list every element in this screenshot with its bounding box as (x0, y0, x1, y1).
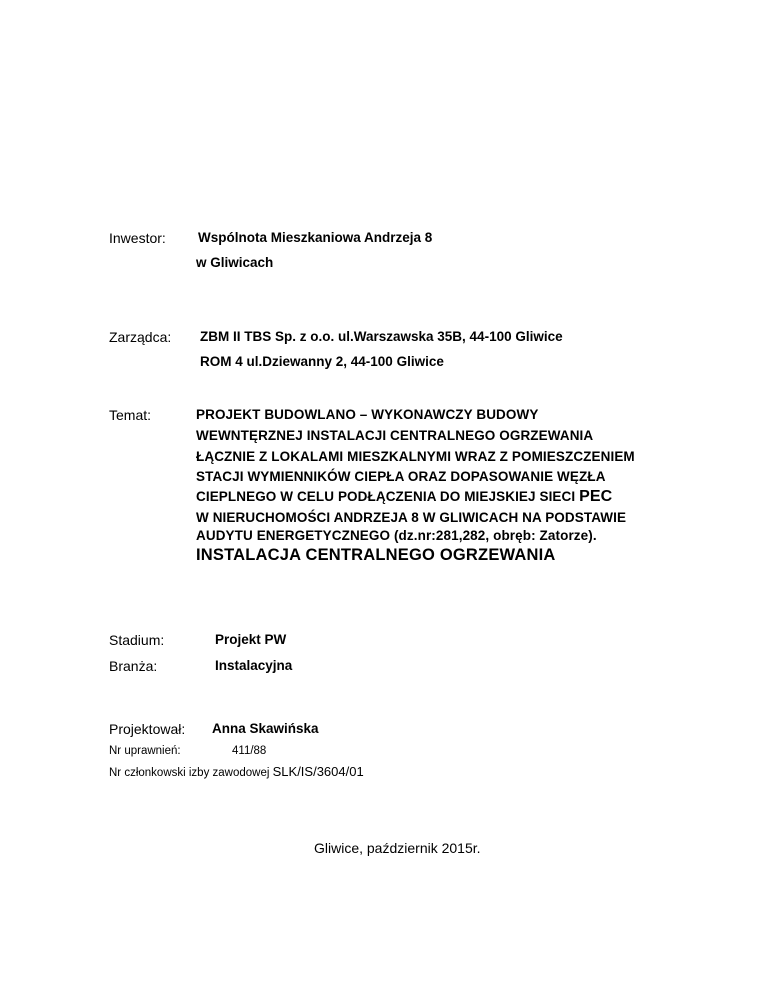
designer-name: Anna Skawińska (212, 721, 319, 736)
manager-label: Zarządca: (109, 329, 172, 345)
subject-line-7: AUDYTU ENERGETYCZNEGO (dz.nr:281,282, obręb: Zatorze). (196, 528, 597, 543)
subject-line-5-text: CIEPLNEGO W CELU PODŁĄCZENIA DO MIEJSKIEJ SIECI (196, 489, 576, 504)
investor-name: Wspólnota Mieszkaniowa Andrzeja 8 (198, 230, 433, 245)
subject-label: Temat: (109, 407, 152, 423)
stage-value: Projekt PW (215, 632, 287, 647)
main-title: INSTALACJA CENTRALNEGO OGRZEWANIA (196, 546, 556, 564)
manager-line-1: ZBM II TBS Sp. z o.o. ul.Warszawska 35B, 44-100 Gliwice (200, 329, 563, 344)
membership-value: SLK/IS/3604/01 (272, 764, 364, 779)
subject-line-1: PROJEKT BUDOWLANO – WYKONAWCZY BUDOWY (196, 407, 539, 422)
subject-line-4: STACJI WYMIENNIKÓW CIEPŁA ORAZ DOPASOWANIE WĘZŁA (196, 469, 606, 484)
license-value: 411/88 (232, 745, 267, 757)
place-date: Gliwice, październik 2015r. (314, 840, 481, 856)
investor-label: Inwestor: (109, 230, 166, 246)
subject-pec: PEC (579, 488, 613, 505)
subject-line-3: ŁĄCZNIE Z LOKALAMI MIESZKALNYMI WRAZ Z POMIESZCZENIEM (196, 449, 635, 464)
branch-label: Branża: (109, 658, 158, 674)
investor-city: w Gliwicach (196, 255, 274, 270)
membership-label-text: Nr członkowski izby zawodowej (109, 767, 270, 779)
designer-label: Projektował: (109, 721, 186, 737)
subject-line-2: WEWNTĘRZNEJ INSTALACJI CENTRALNEGO OGRZEWANIA (196, 428, 594, 443)
subject-line-5 (196, 488, 612, 506)
branch-value: Instalacyjna (215, 658, 293, 673)
manager-line-2: ROM 4 ul.Dziewanny 2, 44-100 Gliwice (200, 354, 444, 369)
subject-line-6: W NIERUCHOMOŚCI ANDRZEJA 8 W GLIWICACH NA PODSTAWIE (196, 510, 627, 525)
license-label: Nr uprawnień: (109, 745, 181, 757)
membership-label (109, 764, 364, 779)
stage-label: Stadium: (109, 632, 165, 648)
